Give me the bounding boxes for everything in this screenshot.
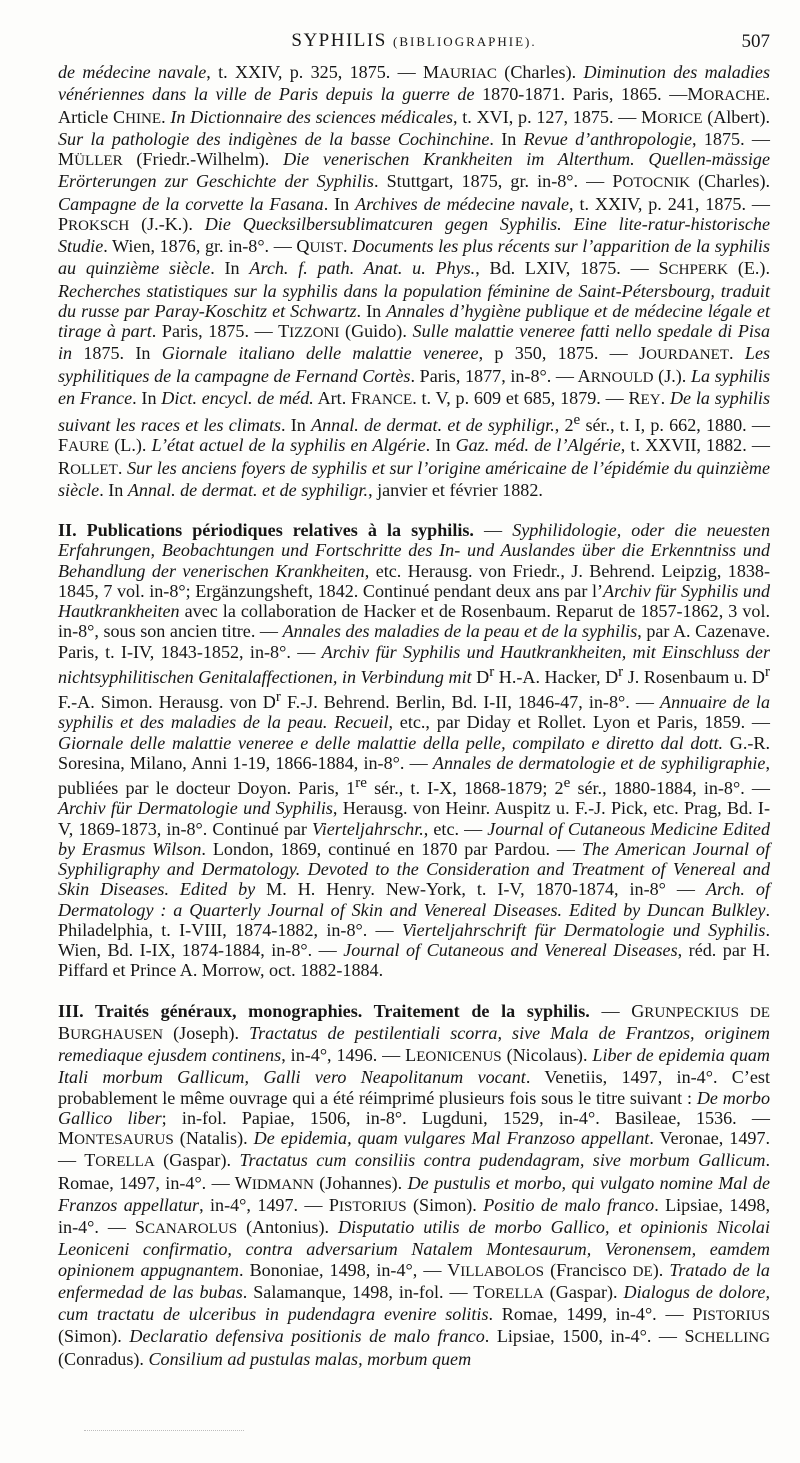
bibliography-continuation: de médecine navale, t. XXIV, p. 325, 1875. — MAURIAC (Charles). Diminution des maladies vénériennes dans la ville de Paris depuis la guerre de 1870-1871. Paris, 1865. —MORACHE. Article CHINE. In Dictionnaire des sciences médicales, t. XVI, p. 127, 1875. — MORICE (Albert). Sur la pathologie des indigènes de la basse Cochinchine. In Revue d’anthropologie, 1875. — MÜLLER (Friedr.-Wilhelm). Die venerischen Krankheiten im Alterthum. Quellen-mässige Erörterungen zur Geschichte der Syphilis. Stuttgart, 1875, gr. in-8°. — POTOCNIK (Charles). Campagne de la corvette la Fasana. In Archives de médecine navale, t. XXIV, p. 241, 1875. — PROKSCH (J.-K.). Die Quecksilbersublimatcuren gegen Syphilis. Eine lite-ratur-historische Studie. Wien, 1876, gr. in-8°. — QUIST. Documents les plus récents sur l’apparition de la syphilis au quinzième siècle. In Arch. f. path. Anat. u. Phys., Bd. LXIV, 1875. — SCHPERK (E.). Recherches statistiques sur la syphilis dans la population féminine de Saint-Pétersbourg, traduit du russe par Paray-Koschitz et Schwartz. In Annales d’hygiène publique et de médecine légale et tirage à part. Paris, 1875. — TIZZONI (Guido). Sulle malattie veneree fatti nello spedale di Pisa in 1875. In Giornale italiano delle malattie veneree, p 350, 1875. — JOURDANET. Les syphilitiques de la campagne de Fernand Cortès. Paris, 1877, in-8°. — ARNOULD (J.). La syphilis en France. In Dict. encycl. de méd. Art. FRANCE. t. V, p. 609 et 685, 1879. — REY. De la syphilis suivant les races et les climats. In Annal. de dermat. et de syphiligr., 2e sér., t. I, p. 662, 1880. — FAURE (L.). L’état actuel de la syphilis en Algérie. In Gaz. méd. de l’Algérie, t. XXVII, 1882. — ROLLET. Sur les anciens foyers de syphilis et sur l’origine américaine de l’épidémie du quinzième siècle. In Annal. de dermat. et de syphiligr., janvier et février 1882. (58, 62, 771, 500)
header-subtitle: (BIBLIOGRAPHIE). (393, 34, 537, 49)
running-header (58, 30, 770, 56)
page-number: 507 (741, 31, 770, 52)
footer-rule (84, 1430, 244, 1432)
running-title (58, 30, 770, 52)
section-general-treatises: III. Traités généraux, monographies. Traitement de la syphilis. — GRUNPECKIUS DE BURGHAUSEN (Joseph). Tractatus de pestilentiali scorra, sive Mala de Frantzos, originem remediaque ejusdem continens, in-4°, 1496. — LEONICENUS (Nicolaus). Liber de epidemia quam Itali morbum Gallicum, Galli vero Neapolitanum vocant. Venetiis, 1497, in-4°. C’est probablement le même ouvrage qui a été réimprimé plusieurs fois sous le titre suivant : De morbo Gallico liber; in-fol. Papiae, 1506, in-8°. Lugduni, 1529, in-4°. Basileae, 1536. — MONTESAURUS (Natalis). De epidemia, quam vulgares Mal Franzoso appellant. Veronae, 1497. — TORELLA (Gaspar). Tractatus cum consiliis contra pudendagram, sive morbum Gallicum. Romae, 1497, in-4°. — WIDMANN (Johannes). De pustulis et morbo, qui vulgato nomine Mal de Franzos appellatur, in-4°, 1497. — PISTORIUS (Simon). Positio de malo franco. Lipsiae, 1498, in-4°. — SCANAROLUS (Antonius). Disputatio utilis de morbo Gallico, et opinionis Nicolai Leoniceni confirmatio, contra adversarium Natalem Montesaurum, Veronensem, eamdem opinionem appugnantem. Bononiae, 1498, in-4°, — VILLABOLOS (Francisco DE). Tratado de la enfermedad de las bubas. Salamanque, 1498, in-fol. — TORELLA (Gaspar). Dialogus de dolore, cum tractatu de ulceribus in pudendagra evenire solitis. Romae, 1499, in-4°. — PISTORIUS (Simon). Declaratio defensiva positionis de malo franco. Lipsiae, 1500, in-4°. — SCHELLING (Conradus). Consilium ad pustulas malas, morbum quem (58, 1000, 771, 1369)
body-text (58, 62, 770, 1369)
section-periodical-publications: II. Publications périodiques relatives à la syphilis. — Syphilidologie, oder die neuesten Erfahrungen, Beobachtungen und Fortschritte des In- und Auslandes über die Erkenntniss und Behandlung der venerischen Krankheiten, etc. Herausg. von Friedr., J. Behrend. Leipzig, 1838-1845, 7 vol. in-8°; Ergänzungsheft, 1842. Continué pendant deux ans par l’Archiv für Syphilis und Hautkrankheiten avec la collaboration de Hacker et de Rosenbaum. Reparut de 1857-1862, 3 vol. in-8°, sous son ancien titre. — Annales des maladies de la peau et de la syphilis, par A. Cazenave. Paris, t. I-IV, 1843-1852, in-8°. — Archiv für Syphilis und Hautkrankheiten, mit Einschluss der nichtsyphilitischen Genitalaffectionen, in Verbindung mit $D^r$ H.-A. Hacker, $D^r$ J. Rosenbaum u. $D^r$ F.-A. Simon. Herausg. von $D^r$ F.-J. Behrend. Berlin, Bd. I-II, 1846-47, in-8°. — Annuaire de la syphilis et des maladies de la peau. Recueil, etc., par Diday et Rollet. Lyon et Paris, 1859. — Giornale delle malattie veneree e delle malattie della pelle, compilato e diretto dal dott. G.-R. Soresina, Milano, Anni 1-19, 1866-1884, in-8°. — Annales de dermatologie et de syphiligraphie, publiées par le docteur Doyon. Paris, 1re sér., t. I-X, 1868-1879; 2e sér., 1880-1884, in-8°. — Archiv für Dermatologie und Syphilis, Herausg. von Heinr. Auspitz u. F.-J. Pick, etc. Prag, Bd. I-V, 1869-1873, in-8°. Continué par Vierteljahrschr., etc. — Journal of Cutaneous Medicine Edited by Erasmus Wilson. London, 1869, continué en 1870 par Pardou. — The American Journal of Syphiligraphy and Dermatology. Devoted to the Consideration and Treatment of Venereal and Skin Diseases. Edited by M. H. Henry. New-York, t. I-V, 1870-1874, in-8° — Arch. of Dermatology : a Quarterly Journal of Skin and Venereal Diseases. Edited by Duncan Bulkley. Philadelphia, t. I-VIII, 1874-1882, in-8°. — Vierteljahrschrift für Dermatologie und Syphilis. Wien, Bd. I-IX, 1874-1884, in-8°. — Journal of Cutaneous and Venereal Diseases, réd. par H. Piffard et Prince A. Morrow, oct. 1882-1884. (58, 520, 771, 981)
header-title: SYPHILIS (291, 30, 387, 51)
